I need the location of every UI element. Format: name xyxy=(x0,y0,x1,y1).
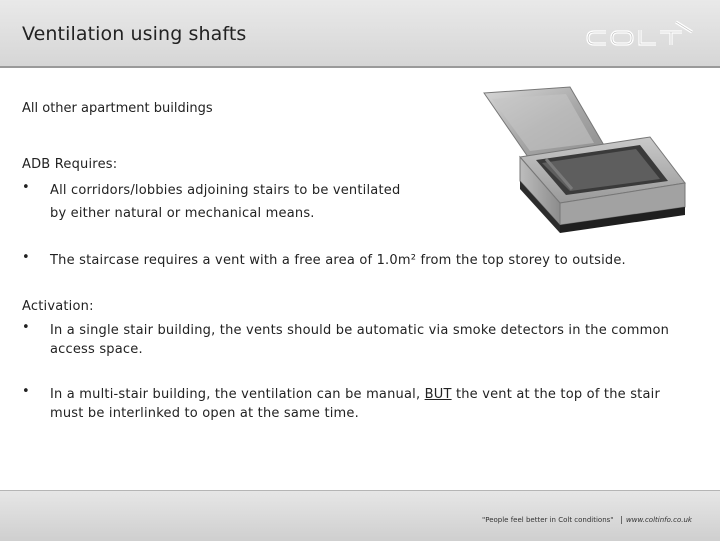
activation-item-2-text-pre: In a multi-stair building, the ventilation can be manual, xyxy=(50,387,425,402)
activation-item-1-line-2: access space. xyxy=(50,342,143,357)
activation-bullet-2: • xyxy=(22,384,30,399)
adb-item-1-line-2: by either natural or mechanical means. xyxy=(50,206,315,221)
colt-logo xyxy=(584,20,702,56)
section-subtitle: All other apartment buildings xyxy=(22,101,213,116)
activation-item-2-line-2: must be interlinked to open at the same time. xyxy=(50,406,359,421)
header-bar xyxy=(0,0,720,68)
footer-separator: | xyxy=(620,515,623,524)
footer-tagline: "People feel better in Colt conditions" xyxy=(482,516,614,524)
emphasis-but: BUT xyxy=(424,387,452,402)
adb-bullet-1: • xyxy=(22,180,30,195)
adb-item-1-line-1: All corridors/lobbies adjoining stairs to be ventilated xyxy=(50,183,401,198)
activation-bullet-1: • xyxy=(22,320,30,335)
adb-bullet-2: • xyxy=(22,250,30,265)
activation-item-1-line-1: In a single stair building, the vents should be automatic via smoke detectors in the common xyxy=(50,323,670,338)
adb-item-2: The staircase requires a vent with a free area of 1.0m² from the top storey to outside. xyxy=(50,253,626,268)
activation-item-2-text-post: the vent at the top of the stair xyxy=(451,387,660,402)
adb-heading: ADB Requires: xyxy=(22,157,118,172)
activation-heading: Activation: xyxy=(22,299,94,314)
page-title: Ventilation using shafts xyxy=(22,23,247,45)
website-link[interactable]: www.coltinfo.co.uk xyxy=(626,516,692,524)
smoke-vent-hatch-image xyxy=(480,85,700,235)
